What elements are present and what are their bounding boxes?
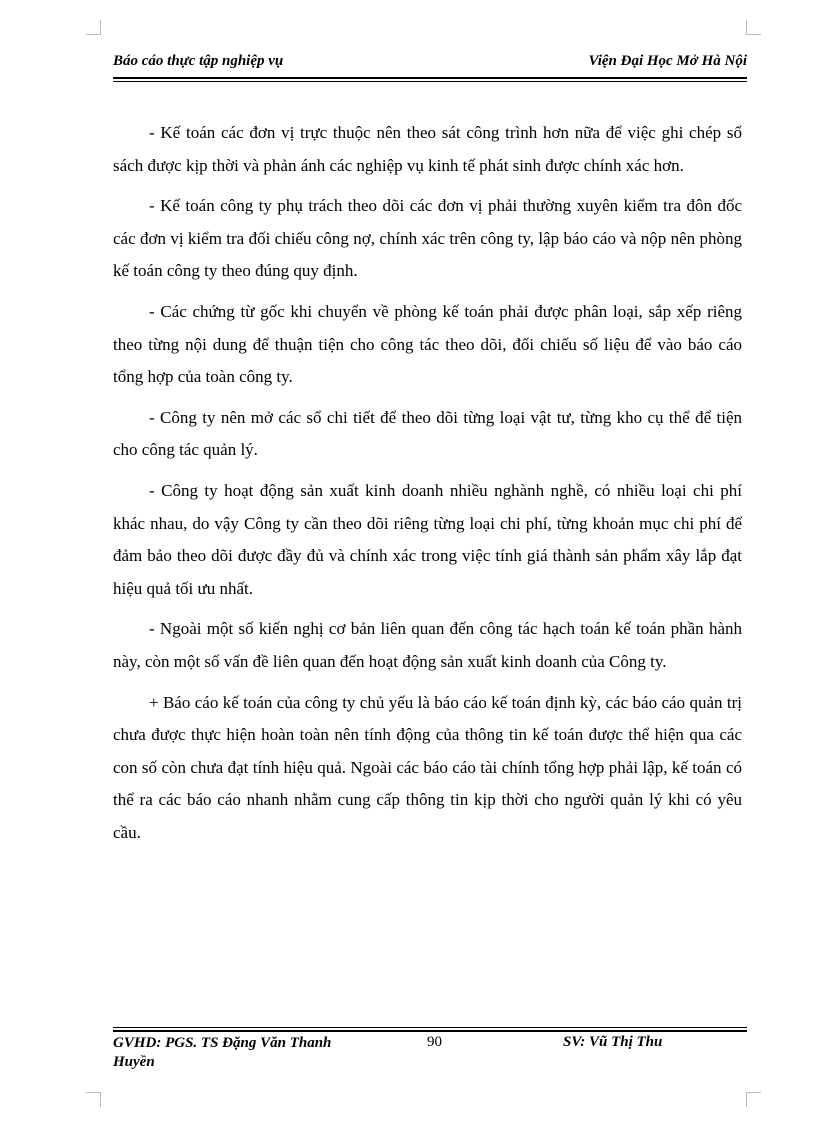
header-divider <box>113 77 747 79</box>
paragraph: - Kế toán các đơn vị trực thuộc nên theo sát công trình hơn nữa để việc ghi chép sổ sách được kịp thời và phản ánh các nghiệp vụ kinh tế phát sinh được chính xác hơn. <box>113 123 742 175</box>
paragraph: - Các chứng từ gốc khi chuyển về phòng kế toán phải được phân loại, sắp xếp riêng theo từng nội dung để thuận tiện cho công tác theo dõi, đối chiếu số liệu để vào báo cáo tổng hợp của toàn công ty. <box>113 301 742 387</box>
header-divider-thin <box>113 81 747 82</box>
body-text <box>113 117 742 857</box>
paragraph: - Ngoài một số kiến nghị cơ bản liên quan đến công tác hạch toán kế toán phần hành này, còn một số vấn đề liên quan đến hoạt động sản xuất kinh doanh của Công ty. <box>113 619 742 671</box>
footer-divider-thin <box>113 1027 747 1028</box>
page-header <box>113 53 747 75</box>
footer-student: SV: Vũ Thị Thu <box>563 1034 663 1050</box>
crop-mark-top-right <box>746 20 761 35</box>
page-number: 90 <box>427 1034 442 1050</box>
paragraph: - Kế toán công ty phụ trách theo dõi các đơn vị phải thường xuyên kiểm tra đôn đốc các đơn vị kiểm tra đối chiếu công nợ, chính xác trên công ty, lập báo cáo và nộp nên phòng kế toán công ty theo đúng quy định. <box>113 196 742 281</box>
header-report-title: Báo cáo thực tập nghiệp vụ <box>113 53 284 69</box>
paragraph: + Báo cáo kế toán của công ty chủ yếu là báo cáo kế toán định kỳ, các báo cáo quản trị chưa được thực hiện hoàn toàn nên tính động của thông tin kế toán được thể hiện qua các con số còn chưa đạt tính hiệu quả. Ngoài các báo cáo tài chính tổng hợp phải lập, kế toán có thể ra các báo cáo nhanh nhằm cung cấp thông tin kịp thời cho người quản lý khi có yêu cầu. <box>113 692 742 842</box>
footer-supervisor: GVHD: PGS. TS Đặng Văn Thanh Huyền <box>113 1035 332 1070</box>
paragraph: - Công ty hoạt động sản xuất kinh doanh nhiều nghành nghề, có nhiều loại chi phí khác nhau, do vậy Công ty cần theo dõi riêng từng loại chi phí, từng khoản mục chi phí để đảm bảo theo dõi được đầy đủ và chính xác trong việc tính giá thành sản phẩm xây lắp đạt hiệu quả tối ưu nhất. <box>113 480 742 598</box>
page-footer <box>113 1034 747 1074</box>
crop-mark-top-left <box>86 20 101 35</box>
footer-divider <box>113 1030 747 1032</box>
header-institute: Viện Đại Học Mở Hà Nội <box>588 53 747 69</box>
crop-mark-bottom-right <box>746 1092 761 1107</box>
paragraph: - Công ty nên mở các sổ chi tiết để theo dõi từng loại vật tư, từng kho cụ thể để tiện cho công tác quản lý. <box>113 407 742 460</box>
crop-mark-bottom-left <box>86 1092 101 1107</box>
